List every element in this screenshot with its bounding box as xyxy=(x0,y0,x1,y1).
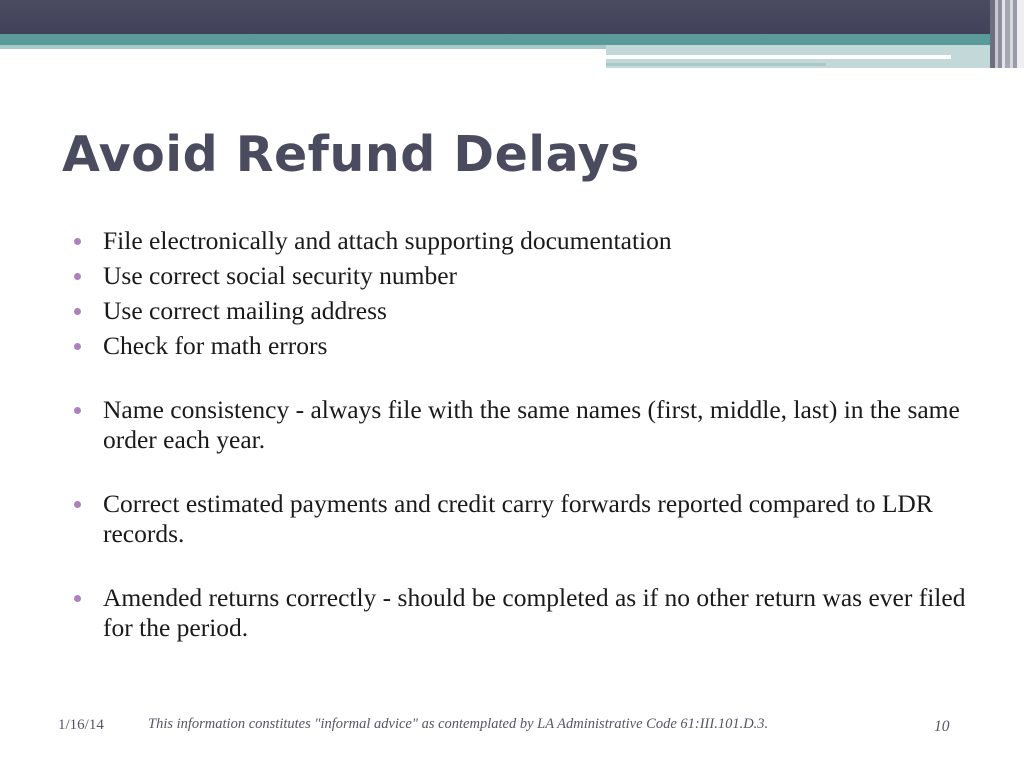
bullet-dot-icon xyxy=(74,308,81,315)
footer-disclaimer: This information constitutes "informal advice" as contemplated by LA Administrative Code 61:III.101.D.3. xyxy=(148,716,769,732)
bullet-dot-icon xyxy=(74,238,81,245)
bullet-text: Use correct mailing address xyxy=(103,296,387,325)
bullet-dot-icon xyxy=(74,501,81,508)
bullet-dot-icon xyxy=(74,407,81,414)
bullet-dot-icon xyxy=(74,595,81,602)
bullet-text: Use correct social security number xyxy=(103,261,458,290)
header-banner-dark xyxy=(0,0,1024,34)
header-banner-teal xyxy=(0,34,1024,45)
bullet-item xyxy=(72,583,972,643)
header-banner-line xyxy=(606,63,826,66)
slide-title: Avoid Refund Delays xyxy=(62,126,640,183)
bullet-dot-icon xyxy=(74,343,81,350)
bullet-item xyxy=(72,331,972,361)
header-banner-teal-light xyxy=(0,45,606,49)
bullet-text: Amended returns correctly - should be completed as if no other return was ever filed for the period. xyxy=(103,583,966,642)
bullet-item xyxy=(72,296,972,326)
bullet-text: Name consistency - always file with the same names (first, middle, last) in the same order each year. xyxy=(103,395,960,454)
bullet-dot-icon xyxy=(74,273,81,280)
bullet-list xyxy=(72,226,972,648)
bullet-text: Correct estimated payments and credit carry forwards reported compared to LDR records. xyxy=(103,489,933,548)
bullet-text: File electronically and attach supporting documentation xyxy=(103,226,672,255)
bullet-item xyxy=(72,489,972,549)
bullet-item xyxy=(72,395,972,455)
header-banner-line xyxy=(606,55,951,59)
bullet-item xyxy=(72,261,972,291)
bullet-item xyxy=(72,226,972,256)
bullet-text: Check for math errors xyxy=(103,331,328,360)
footer-date: 1/16/14 xyxy=(58,717,104,733)
page-number: 10 xyxy=(934,718,950,735)
header-corner-stripes xyxy=(990,0,1024,68)
